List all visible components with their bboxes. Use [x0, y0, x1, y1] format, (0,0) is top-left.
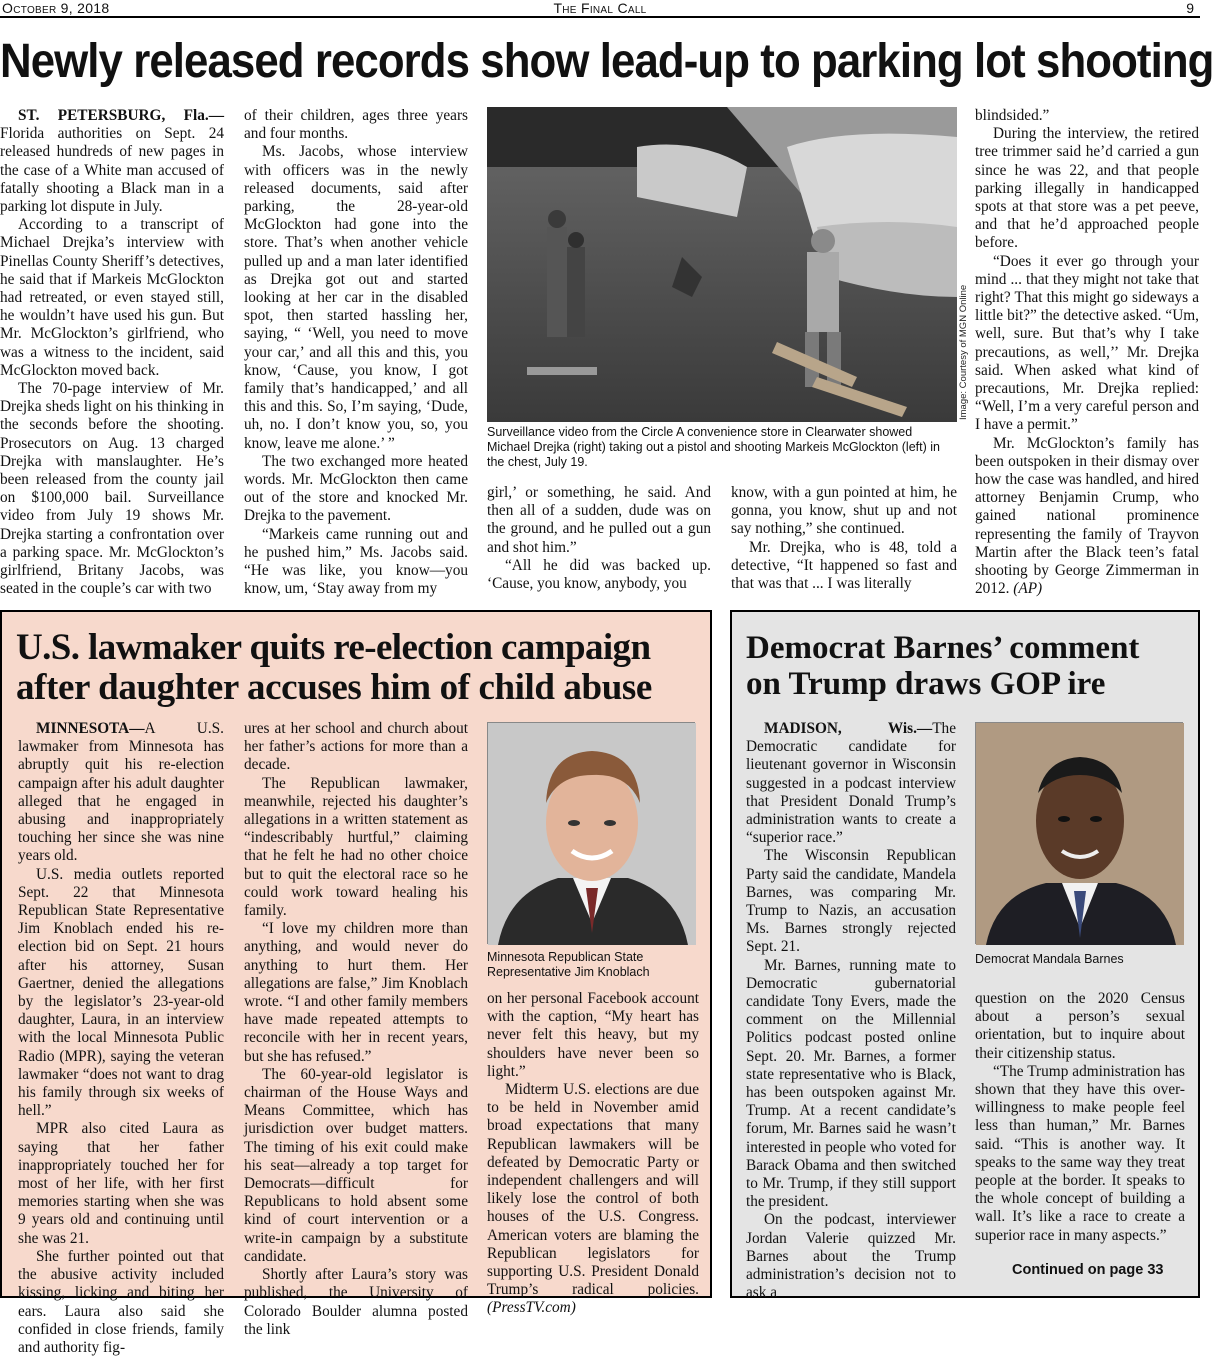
- continued-on-page: Continued on page 33: [1012, 1262, 1164, 1278]
- knoblach-photo: [487, 722, 695, 944]
- photo-credit: Image: Courtesy of MGN Online: [958, 284, 969, 420]
- story2-headline-line-1: U.S. lawmaker quits re-election campaign: [16, 627, 651, 668]
- paragraph: [0, 107, 224, 216]
- paragraph-text: The two exchanged more heated words. Mr. McGlockton then came out of the store and knocked Mr. Drejka to the pavement.: [244, 452, 468, 525]
- paragraph: [0, 380, 224, 598]
- paragraph-text: During the interview, the retired tree trimmer said he’d carried a gun since he was 22, and that people parking illegally in handicapped spots at that store was a pet peeve, and that he’d approached people before.: [975, 125, 1199, 252]
- story2-column-1: [18, 720, 224, 1356]
- paragraph: [487, 990, 699, 1081]
- story2-headline-line-2: after daughter accuses him of child abuse: [16, 667, 652, 708]
- surveillance-photo: [487, 107, 957, 422]
- paragraph-text: The 70-page interview of Mr. Drejka sheds light on his thinking in the seconds before the shooting. Prosecutors on Aug. 13 charged Drejka with manslaughter. He’s been released from the county jail on $100,000 bail. Surveillance video from July 19 shows Mr. Drejka starting a confrontation over a parking space. Mr. McGlockton’s girlfriend, Britany Jacobs, was seated in the couple’s car with two: [0, 380, 224, 598]
- story2-column-3: [487, 990, 699, 1317]
- newspaper-name: The Final Call: [553, 0, 647, 16]
- paragraph-text: According to a transcript of Michael Drejka’s interview with Pinellas County Sheriff’s detectives, he said that if Markeis McGlockton had retreated, or even stayed still, he wouldn’t have used his gun. But Mr. McGlockton’s girlfriend, who was a witness to the incident, said McGlockton moved back.: [0, 216, 224, 379]
- paragraph: [746, 957, 956, 1212]
- paragraph: [244, 775, 468, 921]
- paragraph-text: girl,’ or something, he said. And then all of a sudden, dude was on the ground, and he pulled out a gun and shot him.”: [487, 484, 711, 556]
- barnes-portrait: [976, 723, 1184, 945]
- paragraph: [244, 1266, 468, 1339]
- paragraph: [975, 253, 1199, 435]
- surveillance-photo-caption: Surveillance video from the Circle A convenience store in Clearwater showed Michael Drejka (right) taking out a pistol and shooting Markeis McGlockton (left) in the chest, July 19.: [487, 425, 940, 469]
- paragraph-text: of their children, ages three years and four months.: [244, 107, 468, 143]
- paragraph: [487, 557, 711, 593]
- paragraph: [244, 920, 468, 1066]
- paragraph-text: Mr. Drejka, who is 48, told a detective, “It happened so fast and that was that ... I was literally: [731, 538, 957, 593]
- paragraph: [731, 539, 957, 594]
- knoblach-portrait: [488, 723, 696, 945]
- story3-column-2: [975, 990, 1185, 1260]
- page-header: [0, 0, 1200, 18]
- paragraph: [18, 866, 224, 1121]
- dateline: ST. PETERSBURG, Fla.—: [18, 107, 224, 124]
- story2-column-2: [244, 720, 468, 1338]
- paragraph-text: blindsided.”: [975, 107, 1050, 124]
- paragraph-text: The Republican lawmaker, meanwhile, rejected his daughter’s allegations in a written statement as “indescribably hurtful,” claiming that he felt he had no other choice but to quit the electoral race so he could work toward healing his family.: [244, 774, 468, 920]
- paragraph: [487, 484, 711, 557]
- paragraph: [731, 484, 957, 539]
- paragraph-text: on her personal Facebook account with the caption, “My heart has never felt this heavy, but my shoulders have never been so light.”: [487, 990, 699, 1080]
- story3-headline-line-2: on Trump draws GOP ire: [746, 666, 1106, 702]
- paragraph-text: Ms. Jacobs, whose interview with officers was in the newly released documents, said after parking, the 28-year-old McGlockton had gone into the store. That’s when another vehicle pulled up and a man later identified as Drejka got out and started looking at her car in the disabled spot, then started hassling her, saying, “ ‘Well, you need to move your car,’ and all this and this, you know, ‘Cause, you know, I got family that’s handicapped,’ and all this and this. So, I’m saying, ‘Dude, uh, no. I don’t know you, so, you know, leave me alone.’ ”: [244, 143, 468, 452]
- paragraph: [244, 107, 468, 143]
- story1-column-3: [487, 484, 711, 599]
- paragraph: [244, 1066, 468, 1266]
- barnes-photo: [975, 722, 1183, 944]
- paragraph: [975, 435, 1199, 599]
- issue-date: October 9, 2018: [2, 0, 110, 16]
- paragraph-text: Mr. Barnes, running mate to Democratic gubernatorial candidate Tony Evers, made the comment on the Millennial Politics podcast posted online Sept. 20. Mr. Barnes, a former state representative who is Black, has been outspoken against Mr. Trump. At a recent candidate’s forum, Mr. Barnes said he wasn’t interested in people who voted for Barack Obama and then switched to Mr. Trump, if they still support the president.: [746, 956, 956, 1211]
- paragraph: [244, 143, 468, 452]
- story1-column-5: [975, 107, 1199, 597]
- paragraph: [975, 990, 1185, 1063]
- story3-headline-line-1: Democrat Barnes’ comment: [746, 630, 1140, 666]
- paragraph-text: Mr. McGlockton’s family has been outspoken in their dismay over how the case was handled, and hired attorney Benjamin Crump, who gained national prominence representing the family of Trayvon Martin after the Black teen’s fatal shooting by George Zimmerman in 2012.: [975, 434, 1199, 598]
- paragraph: [746, 1211, 956, 1302]
- paragraph: [244, 453, 468, 526]
- story1-column-1: [0, 107, 224, 597]
- paragraph-text: “Markeis came running out and he pushed him,” Ms. Jacobs said. “He was like, you know—you know, um, ‘Stay away from my: [244, 525, 468, 598]
- surveillance-image: [487, 107, 957, 422]
- source-credit: (PressTV.com): [487, 1299, 576, 1317]
- barnes-photo-caption: Democrat Mandala Barnes: [975, 952, 1124, 966]
- paragraph-text: “The Trump administration has shown that they have this over-willingness to make people feel less than human,” Mr. Barnes said. “This is another way. It speaks to the same way they treat people at the border. It speaks to the whole concept of building a wall. It’s like a race to create a superior race in many aspects.”: [975, 1062, 1185, 1244]
- paragraph-text: She further pointed out that the abusive activity included kissing, licking and biting her ears. Laura also said she confided in close friends, family and authority fig-: [18, 1247, 224, 1356]
- paragraph-text: U.S. media outlets reported Sept. 22 that Minnesota Republican State Representative Jim Knoblach ended his re-election bid on Sept. 21 hours after his attorney, Susan Gaertner, denied the allegations by the legislator’s 23-year-old daughter, Laura, in an interview with the local Minnesota Public Radio (MPR), saying the veteran lawmaker “does not want to drag his family through six weeks of hell.”: [18, 865, 224, 1120]
- paragraph: [975, 125, 1199, 252]
- paragraph: [0, 216, 224, 380]
- dateline: MINNESOTA—: [36, 720, 145, 737]
- paragraph: [487, 1081, 699, 1318]
- story1-headline: Newly released records show lead-up to parking lot shooting: [0, 35, 1214, 88]
- paragraph: [244, 526, 468, 599]
- paragraph-text: Florida authorities on Sept. 24 released hundreds of new pages in the case of a White man accused of fatally shooting a Black man in a parking lot dispute in July.: [0, 125, 224, 216]
- paragraph: [244, 720, 468, 775]
- knoblach-photo-caption: Minnesota Republican State Representative Jim Knoblach: [487, 950, 650, 979]
- story3-column-1: [746, 720, 956, 1302]
- paragraph-text: ures at her school and church about her father’s actions for more than a decade.: [244, 720, 468, 774]
- paragraph-text: Midterm U.S. elections are due to be held in November amid broad expectations that many Republican lawmakers will be defeated by Democratic Party or independent challengers and will likely lose the control of both houses of the U.S. Congress. American voters are blaming the Republican legislators for supporting U.S. President Donald Trump’s radical policies.: [487, 1081, 699, 1299]
- paragraph-text: The Democratic candidate for lieutenant governor in Wisconsin suggested in a podcast interview that President Donald Trump’s administration wants to create a “superior race.”: [746, 720, 956, 847]
- paragraph-text: know, with a gun pointed at him, he gonna, you know, shut up and not say nothing,” she continued.: [731, 484, 957, 538]
- paragraph-text: “I love my children more than anything, and would never do anything to hurt them. Her allegations are false,” Jim Knoblach wrote. “I and other family members have made repeated attempts to reconcile with her in recent years, but she has refused.”: [244, 920, 468, 1065]
- story1-column-4: [731, 484, 957, 599]
- paragraph-text: Shortly after Laura’s story was published, the University of Colorado Boulder alumna posted the link: [244, 1266, 468, 1338]
- paragraph: [746, 847, 956, 956]
- dateline: MADISON, Wis.—: [764, 720, 933, 737]
- page-number: 9: [1186, 0, 1194, 16]
- story1-column-2: [244, 107, 468, 597]
- paragraph-text: question on the 2020 Census about a person’s sexual orientation, but to inquire about their citizenship status.: [975, 990, 1185, 1062]
- paragraph-text: On the podcast, interviewer Jordan Valerie quizzed Mr. Barnes about the Trump administration’s decision not to ask a: [746, 1211, 956, 1302]
- paragraph-text: The 60-year-old legislator is chairman of the House Ways and Means Committee, which has jurisdiction over budget matters. The timing of his exit could make his seat—already a top target for Democrats—difficult for Republicans to hold absent some kind of court intervention or a write-in campaign by a substitute candidate.: [244, 1065, 468, 1265]
- paragraph-text: MPR also cited Laura as saying that her father inappropriately touched her for most of her life, with her first memories starting when she was 9 years old and continuing until she was 21.: [18, 1120, 224, 1247]
- paragraph: [975, 107, 1199, 125]
- paragraph: [746, 720, 956, 847]
- paragraph: [18, 1248, 224, 1357]
- paragraph-text: The Wisconsin Republican Party said the candidate, Mandela Barnes, was comparing Mr. Trump to Nazis, an accusation Ms. Barnes strongly rejected Sept. 21.: [746, 847, 956, 956]
- paragraph: [18, 1120, 224, 1247]
- paragraph: [18, 720, 224, 866]
- source-credit: (AP): [1013, 580, 1043, 598]
- paragraph-text: A U.S. lawmaker from Minnesota has abruptly quit his re-election campaign after his adult daughter alleged that he engaged in abusing and inappropriately touching her since she was nine years old.: [18, 720, 224, 865]
- paragraph: [975, 1063, 1185, 1245]
- paragraph-text: “Does it ever go through your mind ... that they might not take that right? That this might go sideways a little bit?” the detective asked. “Um, well, sure. But that’s why I take precautions, as well,’’ Mr. Drejka said. When asked what kind of precautions, Mr. Drejka replied: “Well, I’m a very careful person and I have a permit.”: [975, 252, 1199, 434]
- paragraph-text: “All he did was backed up. ‘Cause, you know, anybody, you: [487, 556, 711, 593]
